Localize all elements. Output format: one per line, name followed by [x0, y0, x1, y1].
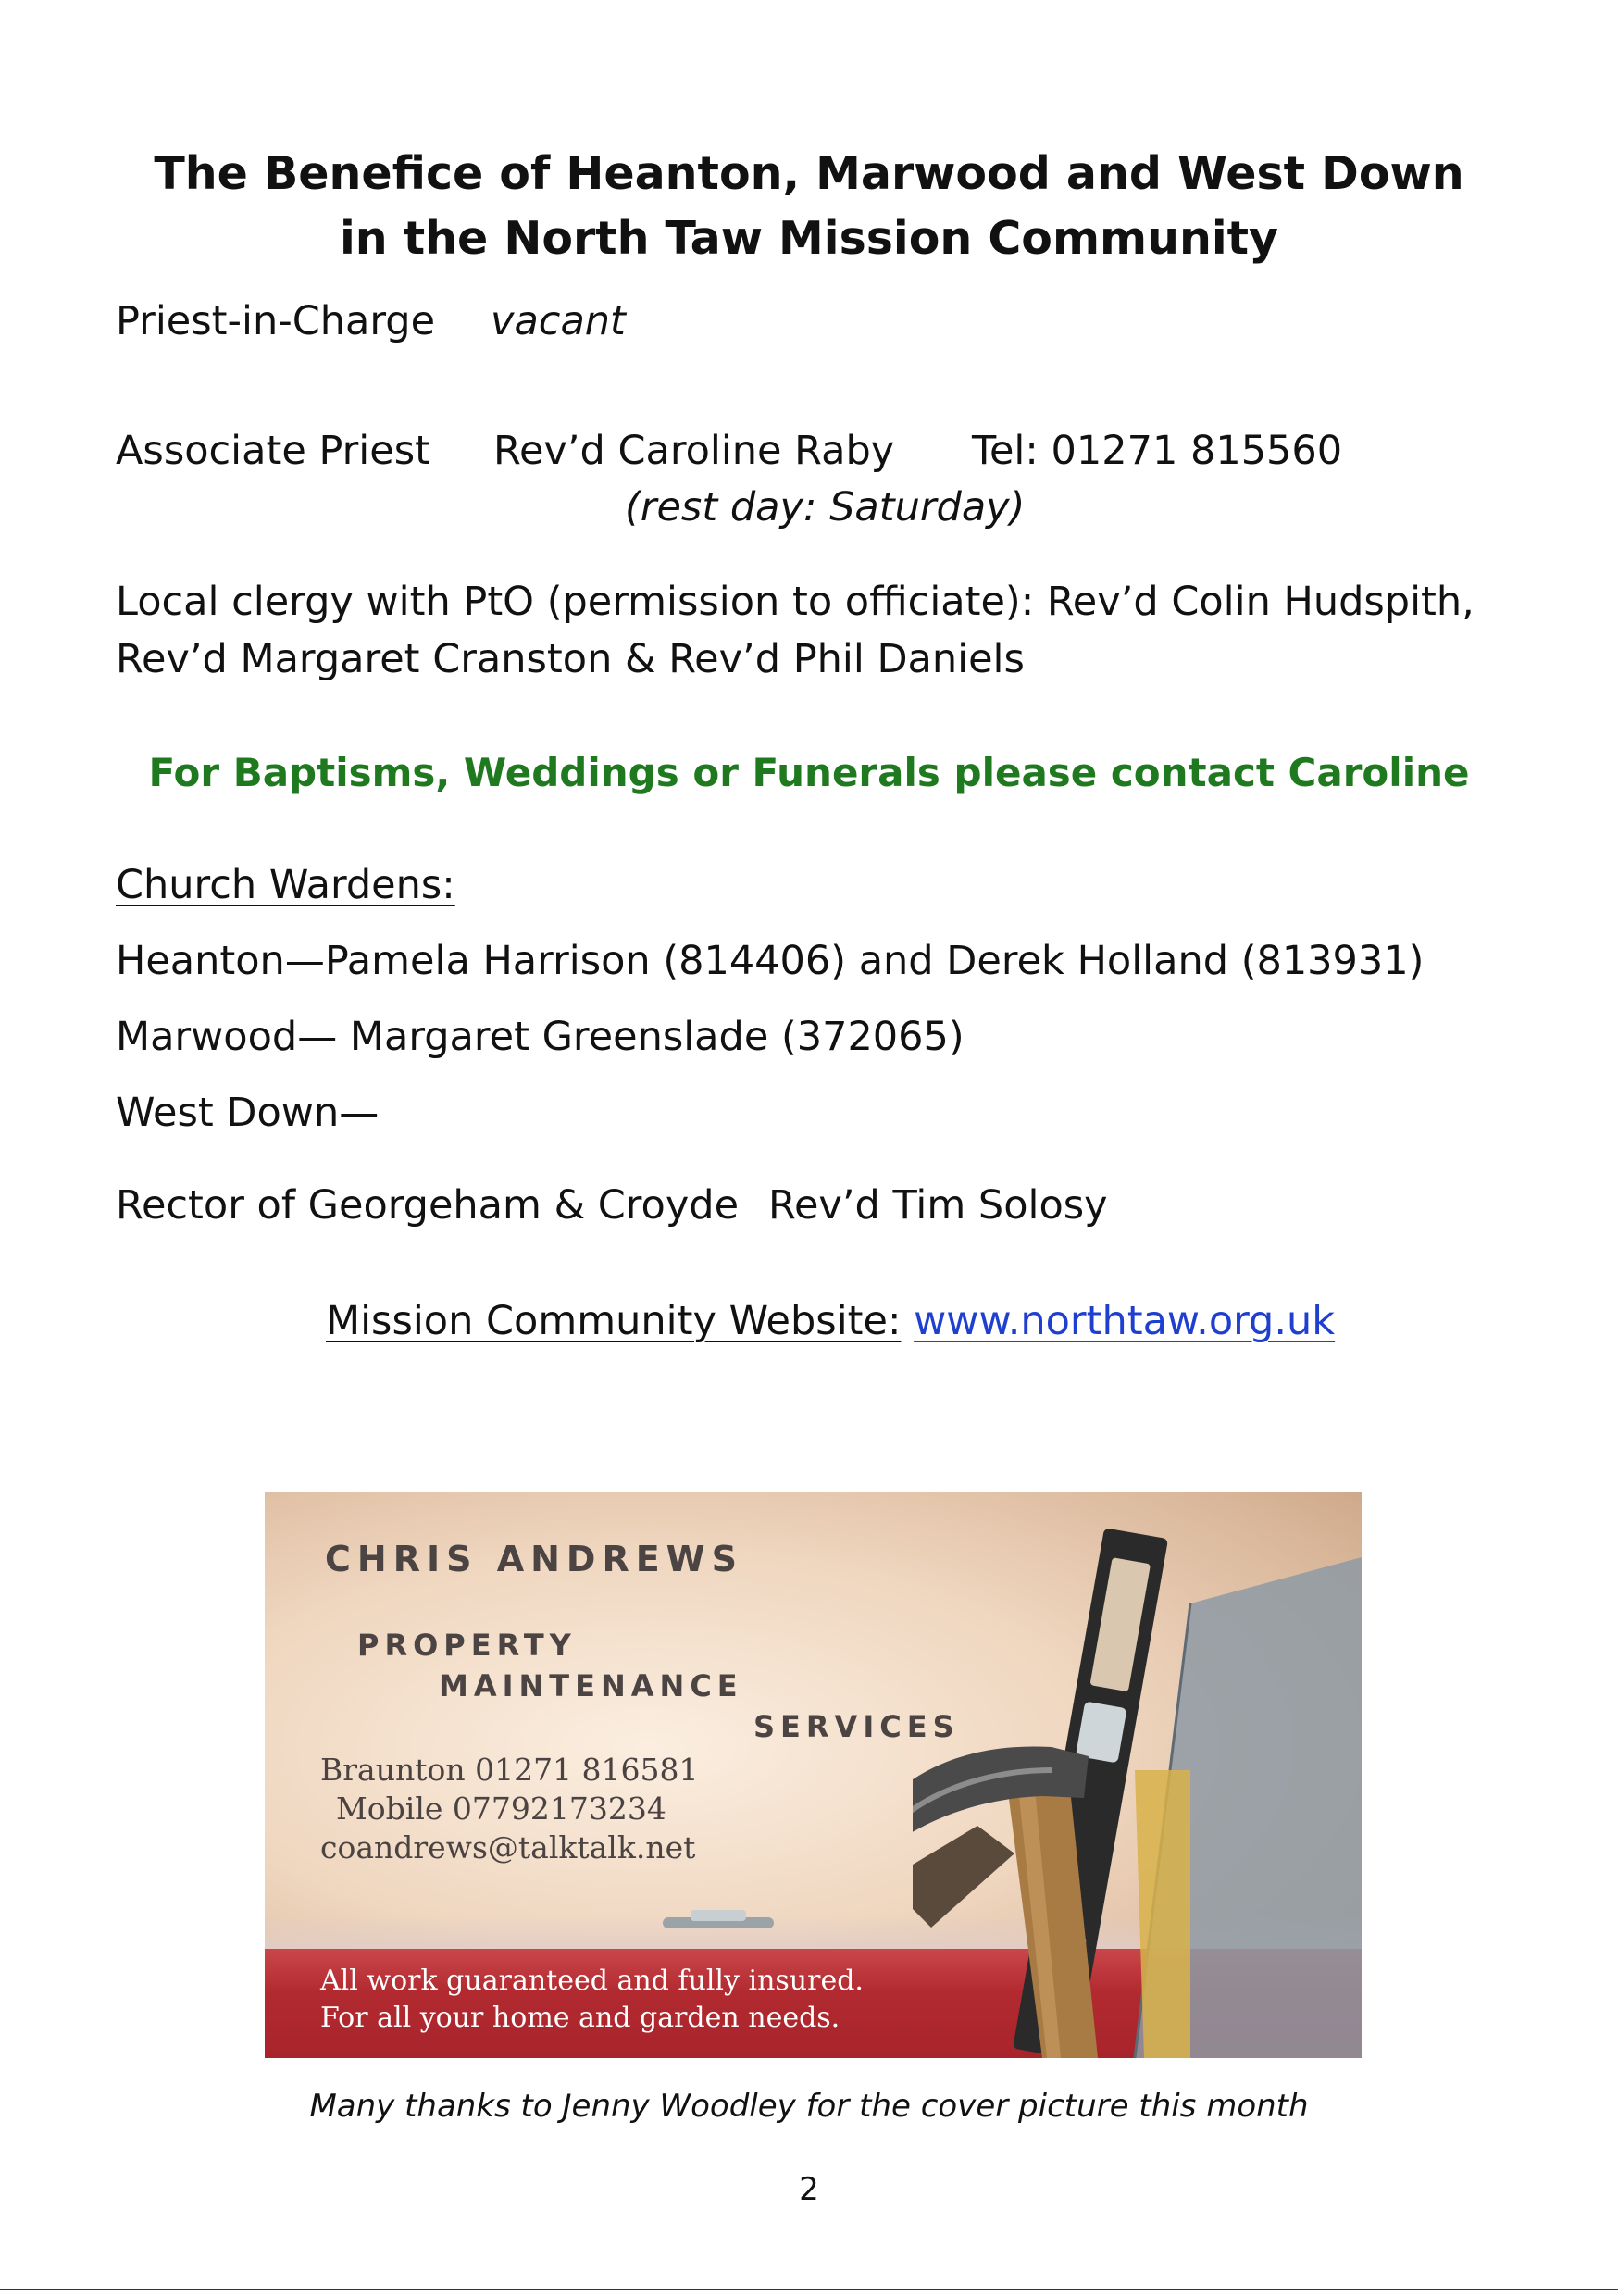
advert-service-line-2: MAINTENANCE [439, 1668, 743, 1703]
associate-priest-name: Rev’d Caroline Raby [493, 428, 895, 474]
bottom-divider [0, 2289, 1618, 2290]
warden-marwood: Marwood— Margaret Greenslade (372065) [116, 1014, 965, 1060]
tape-clip-graphic [653, 1904, 783, 1941]
warden-west-down: West Down— [116, 1090, 380, 1136]
rector-name: Rev’d Tim Solosy [768, 1182, 1108, 1229]
associate-priest-tel: Tel: 01271 815560 [972, 428, 1343, 474]
website-line [326, 1293, 1335, 1349]
advert-service-line-3: SERVICES [753, 1709, 960, 1744]
advert-phone: Braunton 01271 816581 [320, 1752, 699, 1788]
advert-mobile: Mobile 07792173234 [336, 1791, 666, 1827]
associate-priest-rest-day: (rest day: Saturday) [625, 484, 1026, 530]
priest-in-charge-label: Priest-in-Charge [116, 298, 436, 344]
website-label: Mission Community Website: [326, 1298, 902, 1344]
advert-email: coandrews@talktalk.net [320, 1829, 696, 1866]
advert-business-card [265, 1492, 1362, 2058]
warden-heanton: Heanton—Pamela Harrison (814406) and Derek Holland (813931) [116, 938, 1425, 984]
page-title-line-1: The Benefice of Heanton, Marwood and West Down [154, 147, 1464, 200]
rector-label: Rector of Georgeham & Croyde [116, 1182, 740, 1229]
contact-notice: For Baptisms, Weddings or Funerals please contact Caroline [148, 750, 1470, 795]
page-title-line-2: in the North Taw Mission Community [340, 212, 1278, 265]
advert-business-name: CHRIS ANDREWS [325, 1539, 743, 1579]
advert-slogan-line-2: For all your home and garden needs. [320, 2002, 840, 2034]
advert-service-line-1: PROPERTY [357, 1628, 577, 1663]
cover-picture-caption: Many thanks to Jenny Woodley for the cover picture this month [309, 2088, 1309, 2125]
priest-in-charge-value: vacant [491, 298, 626, 344]
local-clergy-line-1: Local clergy with PtO (permission to officiate): Rev’d Colin Hudspith, [116, 579, 1475, 625]
local-clergy-line-2: Rev’d Margaret Cranston & Rev’d Phil Daniels [116, 636, 1025, 682]
page-number: 2 [799, 2171, 819, 2208]
website-link[interactable]: www.northtaw.org.uk [914, 1298, 1336, 1344]
church-wardens-heading: Church Wardens: [116, 862, 455, 908]
tools-illustration [913, 1492, 1362, 2058]
advert-slogan-line-1: All work guaranteed and fully insured. [320, 1965, 864, 1997]
associate-priest-label: Associate Priest [116, 428, 430, 474]
